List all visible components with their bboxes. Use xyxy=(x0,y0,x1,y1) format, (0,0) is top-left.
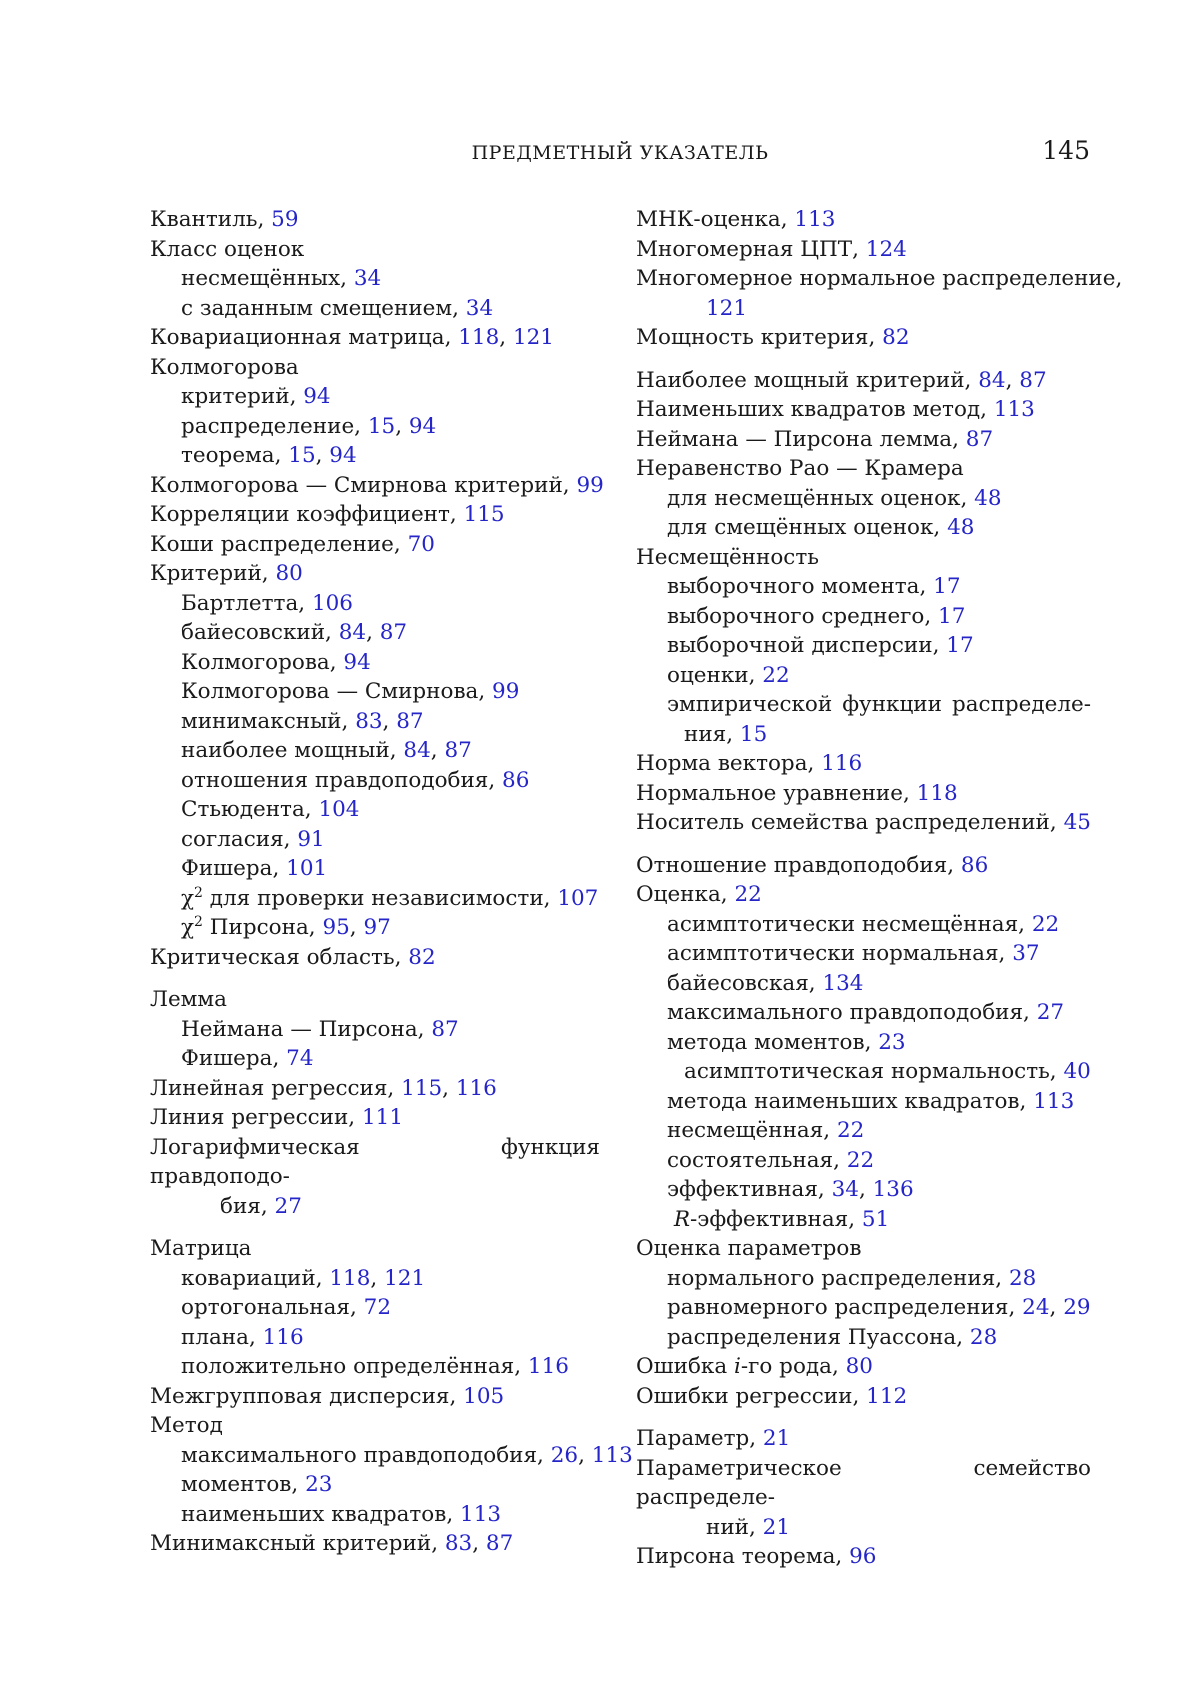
index-subentry: наименьших квадратов, 113 xyxy=(181,1501,502,1527)
page-ref[interactable]: 99 xyxy=(576,472,604,498)
index-subentry: Фишера, 74 xyxy=(181,1046,314,1071)
index-subentry: наиболее мощный, 84, 87 xyxy=(181,738,472,763)
index-subentry: плана, 116 xyxy=(181,1324,304,1350)
index-entry-continuation: ний, 21 xyxy=(706,1514,791,1540)
index-subentry: для несмещённых оценок, 48 xyxy=(667,485,1002,511)
page-ref[interactable]: 87 xyxy=(431,1016,459,1042)
index-entry: Колмогорова — Смирнова критерий, 99 xyxy=(150,472,604,498)
index-column-right xyxy=(636,205,1123,1572)
index-subentry: байесовская, 134 xyxy=(667,970,864,996)
page-ref[interactable]: 118 xyxy=(329,1265,371,1291)
page-ref[interactable]: 82 xyxy=(882,325,910,350)
superscript: 2 xyxy=(194,884,203,901)
index-entry: Линия регрессии, 111 xyxy=(150,1105,404,1130)
index-subentry: R-эффективная, 51 xyxy=(673,1206,890,1232)
page-ref[interactable]: 34 xyxy=(831,1177,859,1202)
page-ref[interactable]: 104 xyxy=(318,797,360,822)
index-entry: Логарифмическая функция правдоподо- xyxy=(150,1134,600,1189)
page-ref[interactable]: 21 xyxy=(762,1514,791,1540)
page-ref[interactable]: 124 xyxy=(865,236,907,262)
index-entry: Мощность критерия, 82 xyxy=(636,325,910,350)
index-entry: Межгрупповая дисперсия, 105 xyxy=(150,1383,505,1409)
index-subentry: состоятельная, 22 xyxy=(667,1147,875,1173)
index-subentry: Стьюдента, 104 xyxy=(181,797,360,822)
page-ref[interactable]: 116 xyxy=(821,751,863,776)
page-ref[interactable]: 59 xyxy=(271,207,299,232)
index-entry: МНК-оценка, 113 xyxy=(636,207,836,232)
page-ref[interactable]: 118 xyxy=(916,780,958,806)
page-ref[interactable]: 107 xyxy=(557,885,599,911)
index-entry: Критерий, 80 xyxy=(150,561,303,586)
index-subentry: Колмогорова, 94 xyxy=(181,649,371,675)
page-ref[interactable]: 48 xyxy=(974,485,1002,511)
page-ref[interactable]: 80 xyxy=(275,561,303,586)
page-ref[interactable]: 112 xyxy=(866,1383,908,1409)
index-subentry: ковариаций, 118, 121 xyxy=(181,1265,426,1291)
index-subentry: метода наименьших квадратов, 113 xyxy=(667,1088,1075,1114)
index-subentry: равномерного распределения, 24, 29 xyxy=(667,1295,1091,1320)
index-entry: Многомерная ЦПТ, 124 xyxy=(636,236,907,262)
index-subentry: асимптотически несмещённая, 22 xyxy=(667,911,1060,937)
index-subentry: байесовский, 84, 87 xyxy=(181,620,408,645)
index-subentry: $\chi^2$ для проверки независимости, 107 xyxy=(181,884,599,911)
page-ref[interactable]: 40 xyxy=(1063,1059,1091,1084)
index-entry: Ошибка i-го рода, 80 xyxy=(636,1354,873,1379)
index-subentry: эмпирической функции распределе- xyxy=(667,692,1091,717)
page-ref[interactable]: 28 xyxy=(1008,1265,1037,1291)
index-entry: Нормальное уравнение, 118 xyxy=(636,780,958,806)
index-subentry: $\chi^2$ Пирсона, 95, 97 xyxy=(181,914,391,940)
page-ref[interactable]: 106 xyxy=(311,590,353,616)
index-entry: Параметр, 21 xyxy=(636,1426,791,1451)
index-subentry: моментов, 23 xyxy=(181,1472,333,1497)
index-entry: Неймана — Пирсона лемма, 87 xyxy=(636,426,994,452)
page-ref[interactable]: 95 xyxy=(322,915,350,940)
page-ref[interactable]: 96 xyxy=(849,1544,877,1569)
index-entry: Несмещённость xyxy=(636,544,819,570)
index-entry: Минимаксный критерий, 83, 87 xyxy=(150,1531,514,1556)
page-ref[interactable]: 22 xyxy=(762,662,790,688)
page-ref[interactable]: 94 xyxy=(343,649,371,675)
page-ref[interactable]: 82 xyxy=(408,944,436,970)
page-ref[interactable]: 116 xyxy=(527,1354,569,1379)
page-ref[interactable]: 105 xyxy=(463,1383,505,1409)
page-ref[interactable]: 26 xyxy=(550,1442,579,1468)
page-ref[interactable]: 87 xyxy=(485,1531,514,1556)
page-ref[interactable]: 15 xyxy=(739,721,768,747)
index-entry: Ковариационная матрица, 118, 121 xyxy=(150,325,554,350)
index-entry: Класс оценок xyxy=(150,236,305,262)
superscript: 2 xyxy=(194,914,203,930)
page-ref[interactable]: 101 xyxy=(286,856,328,881)
page-ref[interactable]: 87 xyxy=(444,738,472,763)
running-title: ПРЕДМЕТНЫЙ УКАЗАТЕЛЬ xyxy=(471,142,769,164)
page-ref[interactable]: 70 xyxy=(407,531,435,557)
index-subentry: Неймана — Пирсона, 87 xyxy=(181,1016,459,1042)
page-ref[interactable]: 113 xyxy=(794,207,836,232)
index-entry: Оценка параметров xyxy=(636,1236,862,1261)
page-ref[interactable]: 24 xyxy=(1022,1295,1050,1320)
page-ref[interactable]: 115 xyxy=(401,1075,443,1101)
page-ref[interactable]: 134 xyxy=(822,970,864,996)
page-ref[interactable]: 121 xyxy=(512,325,554,350)
page-ref[interactable]: 28 xyxy=(969,1324,998,1350)
index-entry-continuation xyxy=(636,294,1091,324)
index-column-left xyxy=(150,205,633,1559)
math-variable: i xyxy=(733,1354,741,1379)
page-ref[interactable]: 115 xyxy=(463,502,505,527)
index-subentry: асимптотически нормальная, 37 xyxy=(667,941,1040,966)
index-entry: Отношение правдоподобия, 86 xyxy=(636,852,989,878)
index-entry: Метод xyxy=(150,1413,223,1438)
index-subentry: выборочной дисперсии, 17 xyxy=(667,633,974,658)
index-subentry: максимального правдоподобия, 26, 113 xyxy=(181,1442,633,1468)
chi-symbol: χ xyxy=(181,915,195,940)
index-entry: Многомерное нормальное распределение, xyxy=(636,266,1123,291)
running-head xyxy=(150,136,1090,168)
page-ref[interactable]: 22 xyxy=(734,882,762,907)
index-subentry: положительно определённая, 116 xyxy=(181,1354,569,1379)
page-ref[interactable]: 22 xyxy=(1031,911,1060,937)
page-ref[interactable]: 84 xyxy=(338,620,367,645)
index-entry-continuation: бия, 27 xyxy=(220,1193,302,1219)
page-ref[interactable]: 111 xyxy=(361,1105,404,1130)
index-subentry: несмещённая, 22 xyxy=(667,1118,865,1143)
page-ref[interactable]: 87 xyxy=(965,426,994,452)
index-entry: Корреляции коэффициент, 115 xyxy=(150,502,505,527)
index-entry: Оценка, 22 xyxy=(636,882,762,907)
page-ref[interactable]: 74 xyxy=(286,1046,314,1071)
index-entry: Матрица xyxy=(150,1236,252,1261)
index-entry: Линейная регрессия, 115, 116 xyxy=(150,1075,497,1101)
page-ref[interactable]: 23 xyxy=(305,1472,333,1497)
index-subentry: ортогональная, 72 xyxy=(181,1295,392,1320)
index-subentry: максимального правдоподобия, 27 xyxy=(667,1000,1065,1025)
page-ref[interactable]: 94 xyxy=(329,443,357,468)
page-ref[interactable]: 113 xyxy=(993,397,1035,422)
page-ref[interactable]: 15 xyxy=(367,413,396,439)
index-subentry: эффективная, 34, 136 xyxy=(667,1177,914,1202)
index-entry: Коши распределение, 70 xyxy=(150,531,435,557)
page-ref[interactable]: 27 xyxy=(274,1193,302,1219)
index-subentry: Колмогорова — Смирнова, 99 xyxy=(181,679,520,704)
page-ref[interactable]: 83 xyxy=(444,1531,473,1556)
page-ref[interactable]: 17 xyxy=(933,574,961,599)
index-entry: Неравенство Рао — Крамера xyxy=(636,456,964,481)
page-ref[interactable]: 113 xyxy=(1033,1088,1075,1114)
page-ref[interactable]: 29 xyxy=(1063,1295,1091,1320)
page-ref[interactable]: 34 xyxy=(465,295,494,321)
page-ref[interactable]: 72 xyxy=(363,1295,392,1320)
index-subentry: выборочного среднего, 17 xyxy=(667,603,966,629)
index-entry: Наиболее мощный критерий, 84, 87 xyxy=(636,367,1047,393)
index-subentry: распределение, 15, 94 xyxy=(181,413,437,439)
page-ref[interactable]: 21 xyxy=(762,1426,791,1451)
page-ref[interactable]: 116 xyxy=(262,1324,304,1350)
index-entry: Критическая область, 82 xyxy=(150,944,436,970)
index-entry: Параметрическое семейство распределе- xyxy=(636,1455,1091,1510)
page-ref[interactable]: 84 xyxy=(403,738,431,763)
page-ref[interactable]: 121 xyxy=(384,1265,426,1291)
page-ref[interactable]: 94 xyxy=(408,413,437,439)
index-subentry: выборочного момента, 17 xyxy=(667,574,961,599)
page-ref[interactable]: 27 xyxy=(1036,1000,1065,1025)
index-subentry: критерий, 94 xyxy=(181,384,331,409)
index-subentry: для смещённых оценок, 48 xyxy=(667,515,975,540)
index-entry: Носитель семейства распределений, 45 xyxy=(636,810,1091,835)
page-ref[interactable]: 22 xyxy=(846,1147,875,1173)
index-subentry: Фишера, 101 xyxy=(181,856,328,881)
page-ref[interactable]: 83 xyxy=(355,708,383,734)
index-entry: Лемма xyxy=(150,987,227,1012)
page-ref[interactable]: 51 xyxy=(861,1206,890,1232)
page-number: 145 xyxy=(1042,136,1090,165)
index-entry: Колмогорова xyxy=(150,354,299,380)
page-ref[interactable]: 48 xyxy=(947,515,975,540)
page-ref[interactable]: 34 xyxy=(353,266,382,291)
index-subentry: Бартлетта, 106 xyxy=(181,590,353,616)
index-subentry: распределения Пуассона, 28 xyxy=(667,1324,998,1350)
page-ref[interactable]: 136 xyxy=(872,1177,914,1202)
index-entry: Пирсона теорема, 96 xyxy=(636,1544,877,1569)
index-subentry: теорема, 15, 94 xyxy=(181,443,357,468)
page-ref[interactable]: 116 xyxy=(455,1075,497,1101)
page-ref[interactable]: 94 xyxy=(303,384,331,409)
page-ref[interactable]: 121 xyxy=(706,295,748,321)
index-subentry: с заданным смещением, 34 xyxy=(181,295,494,321)
page-ref[interactable]: 113 xyxy=(460,1501,502,1527)
index-entry: Квантиль, 59 xyxy=(150,207,299,232)
index-subentry: минимаксный, 83, 87 xyxy=(181,708,424,734)
page-ref[interactable]: 86 xyxy=(960,852,989,878)
index-entry: Норма вектора, 116 xyxy=(636,751,863,776)
index-subentry: оценки, 22 xyxy=(667,662,790,688)
page-ref[interactable]: 17 xyxy=(946,633,974,658)
page-ref[interactable]: 17 xyxy=(938,603,966,629)
page-ref[interactable]: 113 xyxy=(591,1442,633,1468)
page-ref[interactable]: 22 xyxy=(836,1118,865,1143)
index-subentry: несмещённых, 34 xyxy=(181,266,382,291)
index-subentry: согласия, 91 xyxy=(181,826,325,852)
index-subsubentry: асимптотическая нормальность, 40 xyxy=(684,1059,1091,1084)
index-subentry: нормального распределения, 28 xyxy=(667,1265,1037,1291)
index-subentry: метода моментов, 23 xyxy=(667,1029,906,1055)
page-ref[interactable]: 45 xyxy=(1063,810,1091,835)
page-ref[interactable]: 87 xyxy=(1019,367,1047,393)
page-ref[interactable]: 37 xyxy=(1012,941,1040,966)
index-entry: Ошибки регрессии, 112 xyxy=(636,1383,908,1409)
page-ref[interactable]: 87 xyxy=(379,620,408,645)
math-variable: R xyxy=(673,1206,691,1232)
page-ref[interactable]: 99 xyxy=(492,679,520,704)
page-ref[interactable]: 86 xyxy=(502,767,530,793)
page-ref[interactable]: 91 xyxy=(297,826,325,852)
page-ref[interactable]: 15 xyxy=(288,443,316,468)
page-ref[interactable]: 118 xyxy=(458,325,500,350)
page-ref[interactable]: 84 xyxy=(978,367,1006,393)
page-ref[interactable]: 87 xyxy=(396,708,424,734)
index-entry-continuation: ния, 15 xyxy=(684,721,768,747)
page-ref[interactable]: 80 xyxy=(845,1354,873,1379)
index-subentry: отношения правдоподобия, 86 xyxy=(181,767,530,793)
index-entry: Наименьших квадратов метод, 113 xyxy=(636,397,1035,422)
chi-symbol: χ xyxy=(181,885,195,911)
page-ref[interactable]: 97 xyxy=(363,915,391,940)
page-ref[interactable]: 23 xyxy=(878,1029,906,1055)
